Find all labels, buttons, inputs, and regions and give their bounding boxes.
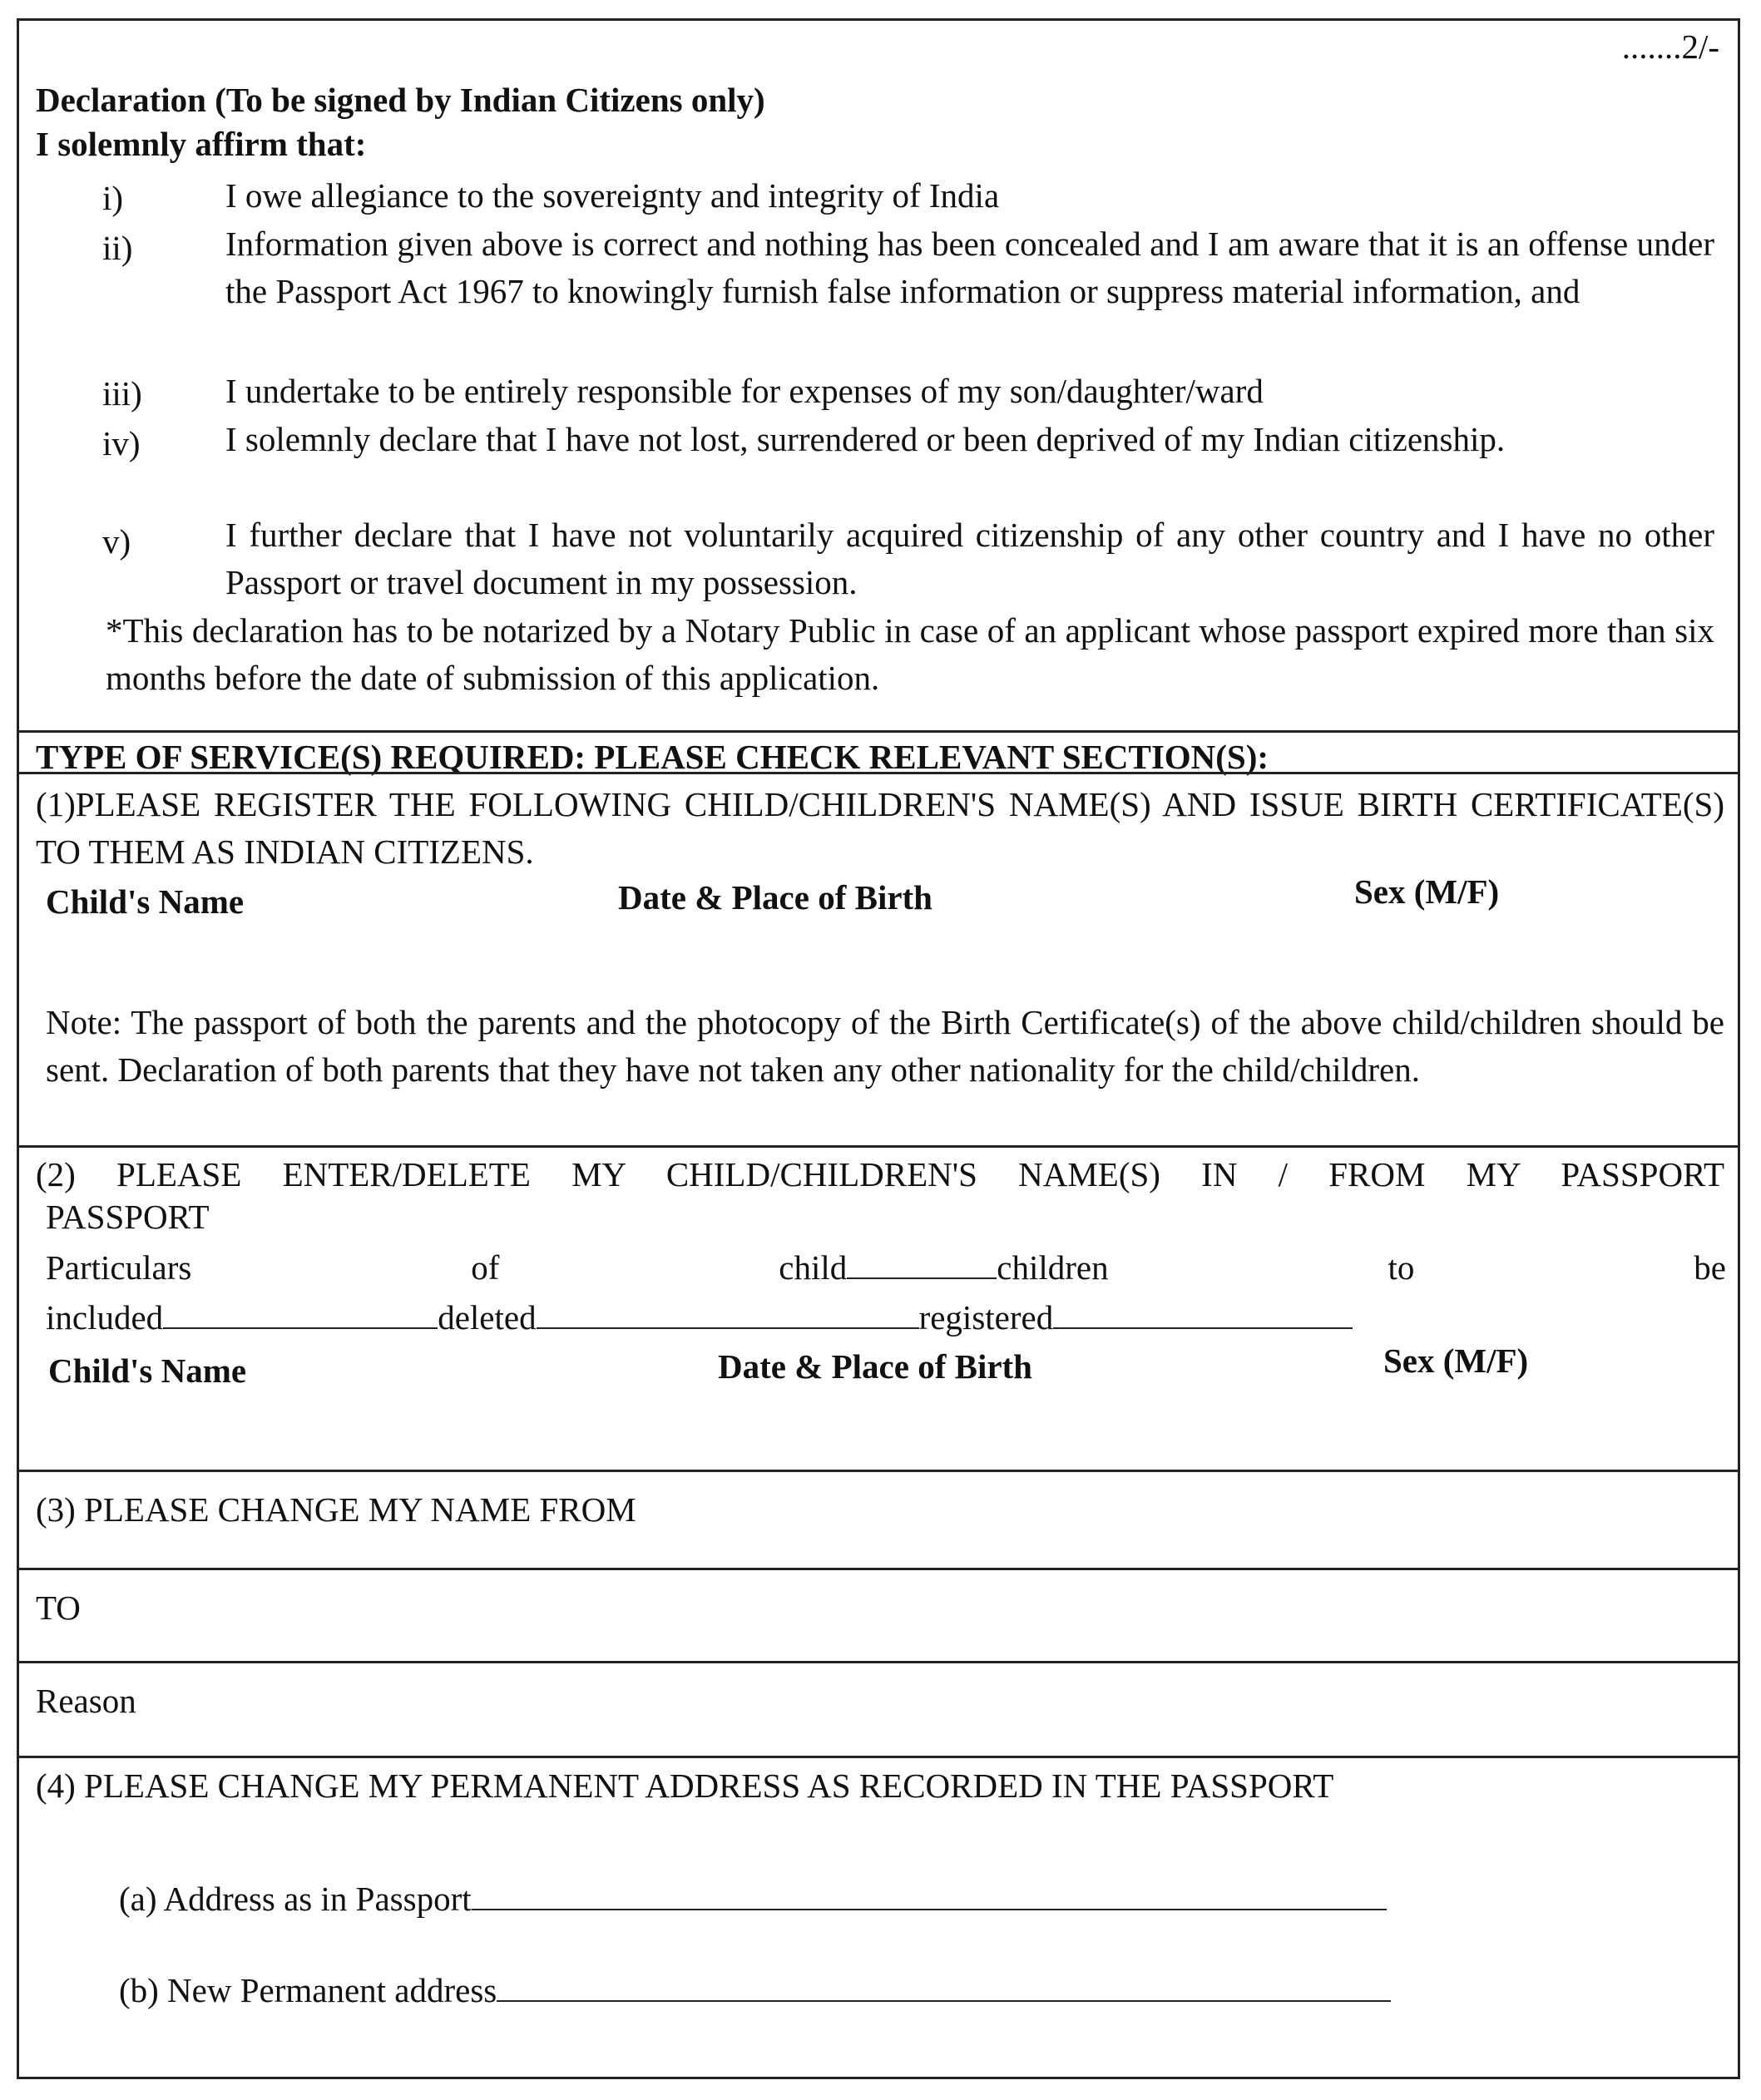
col-date-place: Date & Place of Birth bbox=[618, 878, 932, 917]
deleted-field[interactable] bbox=[537, 1297, 919, 1329]
section-2-title-cont: PASSPORT bbox=[46, 1198, 210, 1236]
address-passport-field[interactable] bbox=[472, 1879, 1387, 1910]
section-3-to[interactable] bbox=[19, 1568, 1738, 1661]
notary-note: *This declaration has to be notarized by a Notary Public in case of an applicant whose passport expired more than six months before the date of submission of this application. bbox=[106, 611, 1714, 697]
declaration-item: Information given above is correct and nothing has been concealed and I am aware that it is an offense under the Passport Act 1967 to knowingly furnish false information or suppress material information, and bbox=[225, 225, 1714, 310]
new-address-field[interactable] bbox=[497, 1970, 1391, 2002]
reason-label: Reason bbox=[36, 1682, 136, 1720]
item-num: iii) bbox=[102, 374, 142, 413]
to-label: TO bbox=[36, 1589, 81, 1627]
section-4-title: (4) PLEASE CHANGE MY PERMANENT ADDRESS AS RECORDED IN THE PASSPORT bbox=[36, 1766, 1334, 1805]
col-childs-name: Child's Name bbox=[46, 882, 245, 921]
col-sex: Sex (M/F) bbox=[1383, 1342, 1529, 1380]
form-frame bbox=[17, 18, 1740, 2079]
section-3-reason[interactable] bbox=[19, 1661, 1738, 1756]
section-1[interactable] bbox=[19, 772, 1738, 1145]
declaration-item: I solemnly declare that I have not lost, surrendered or been deprived of my Indian citizenship. bbox=[225, 420, 1506, 458]
item-num: i) bbox=[102, 179, 124, 217]
declaration-intro: I solemnly affirm that: bbox=[36, 125, 367, 163]
address-passport-row: (a) Address as in Passport bbox=[119, 1879, 1387, 1919]
section-4 bbox=[19, 1756, 1738, 2079]
declaration-title: Declaration (To be signed by Indian Citizens only) bbox=[36, 81, 765, 119]
services-heading: TYPE OF SERVICE(S) REQUIRED: PLEASE CHECK RELEVANT SECTION(S): bbox=[36, 738, 1269, 776]
declaration-item: I owe allegiance to the sovereignty and integrity of India bbox=[225, 176, 1000, 215]
included-field[interactable] bbox=[163, 1297, 438, 1329]
section-2[interactable] bbox=[19, 1145, 1738, 1470]
section-3-from[interactable] bbox=[19, 1470, 1738, 1568]
section-3-title: (3) PLEASE CHANGE MY NAME FROM bbox=[36, 1490, 636, 1529]
item-num: iv) bbox=[102, 424, 141, 462]
page-marker: .......2/- bbox=[1621, 27, 1719, 66]
col-sex: Sex (M/F) bbox=[1354, 872, 1500, 911]
child-field: child children bbox=[779, 1248, 1109, 1287]
services-heading-row bbox=[19, 730, 1738, 776]
particulars-row: Particulars of child children to be bbox=[46, 1248, 1726, 1287]
new-address-row: (b) New Permanent address bbox=[119, 1970, 1391, 2010]
child-blank[interactable] bbox=[847, 1248, 997, 1279]
included-row: included deleted registered bbox=[46, 1297, 1353, 1337]
section-2-title: (2) PLEASE ENTER/DELETE MY CHILD/CHILDREN'S NAME(S) IN / FROM MY PASSPORT bbox=[36, 1155, 1724, 1193]
declaration-item: I further declare that I have not voluntarily acquired citizenship of any other country and I have no other Passport or travel document in my possession. bbox=[225, 516, 1714, 601]
col-date-place: Date & Place of Birth bbox=[718, 1347, 1032, 1386]
registered-field[interactable] bbox=[1053, 1297, 1353, 1329]
declaration-item: I undertake to be entirely responsible for expenses of my son/daughter/ward bbox=[225, 372, 1264, 410]
section-1-title: (1)PLEASE REGISTER THE FOLLOWING CHILD/CHILDREN'S NAME(S) AND ISSUE BIRTH CERTIFICATE(S) TO THEM AS INDIAN CITIZENS. bbox=[36, 785, 1724, 871]
col-childs-name: Child's Name bbox=[48, 1351, 247, 1390]
item-num: v) bbox=[102, 522, 131, 561]
item-num: ii) bbox=[102, 229, 133, 267]
section-1-note: Note: The passport of both the parents and the photocopy of the Birth Certificate(s) of the above child/children should be sent. Declaration of both parents that they have not taken any other nationality for the child/children. bbox=[46, 1003, 1724, 1089]
